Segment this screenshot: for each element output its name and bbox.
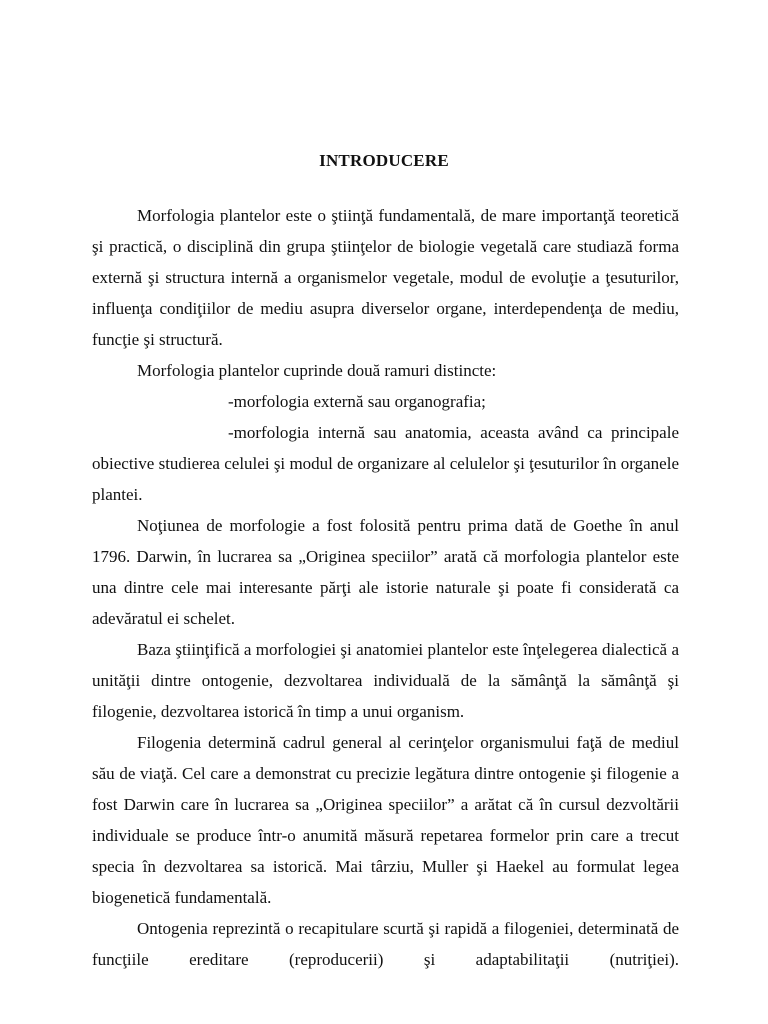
paragraph-scientific-basis: Baza ştiinţifică a morfologiei şi anatomiei plantelor este înţelegerea dialectică a unităţii dintre ontogenie, dezvoltarea individuală de la sămânţă la sămânţă şi filogenie, dezvoltarea istorică în timp a unui organism. — [92, 640, 679, 721]
list-item-external-morphology: -morfologia externă sau organografia; — [228, 392, 486, 411]
page-title: INTRODUCERE — [319, 151, 449, 170]
paragraph-phylogeny: Filogenia determină cadrul general al cerinţelor organismului faţă de mediul său de viaţă. Cel care a demonstrat cu precizie legătura dintre ontogenie şi filogenie a fost Darwin care în lucrarea sa „Originea speciilor” a arătat că în cursul dezvoltării individuale se produce într-o anumită măsură repetarea formelor prin care a trecut specia în dezvoltarea sa istorică. Mai târziu, Muller şi Haekel au formulat legea biogenetică fundamentală. — [92, 733, 679, 907]
paragraph-ontogeny: Ontogenia reprezintă o recapitulare scurtă şi rapidă a filogeniei, determinată de funcţiile ereditare (reproducerii) şi adaptabilitaţii (nutriţiei). — [92, 919, 679, 969]
paragraph-definition: Morfologia plantelor este o ştiinţă fundamentală, de mare importanţă teoretică şi practică, o disciplină din grupa ştiinţelor de biologie vegetală care studiază forma externă şi structura internă a organismelor vegetale, modul de evoluţie a ţesuturilor, influenţa condiţiilor de mediu asupra diverselor organe, interdependenţa de mediu, funcţie şi structură. — [92, 206, 679, 349]
paragraph-branches-intro: Morfologia plantelor cuprinde două ramuri distincte: — [137, 361, 497, 380]
list-item-internal-morphology: -morfologia internă sau anatomia, aceasta având ca principale obiective studierea celulei şi modul de organizare al celulelor şi ţesuturilor în organele plantei. — [92, 423, 679, 504]
paragraph-goethe-darwin: Noţiunea de morfologie a fost folosită pentru prima dată de Goethe în anul 1796. Darwin, în lucrarea sa „Originea speciilor” arată că morfologia plantelor este una dintre cele mai interesante părţi ale istorie naturale şi poate fi considerată ca adevăratul ei schelet. — [92, 516, 679, 628]
body-text — [92, 200, 679, 975]
